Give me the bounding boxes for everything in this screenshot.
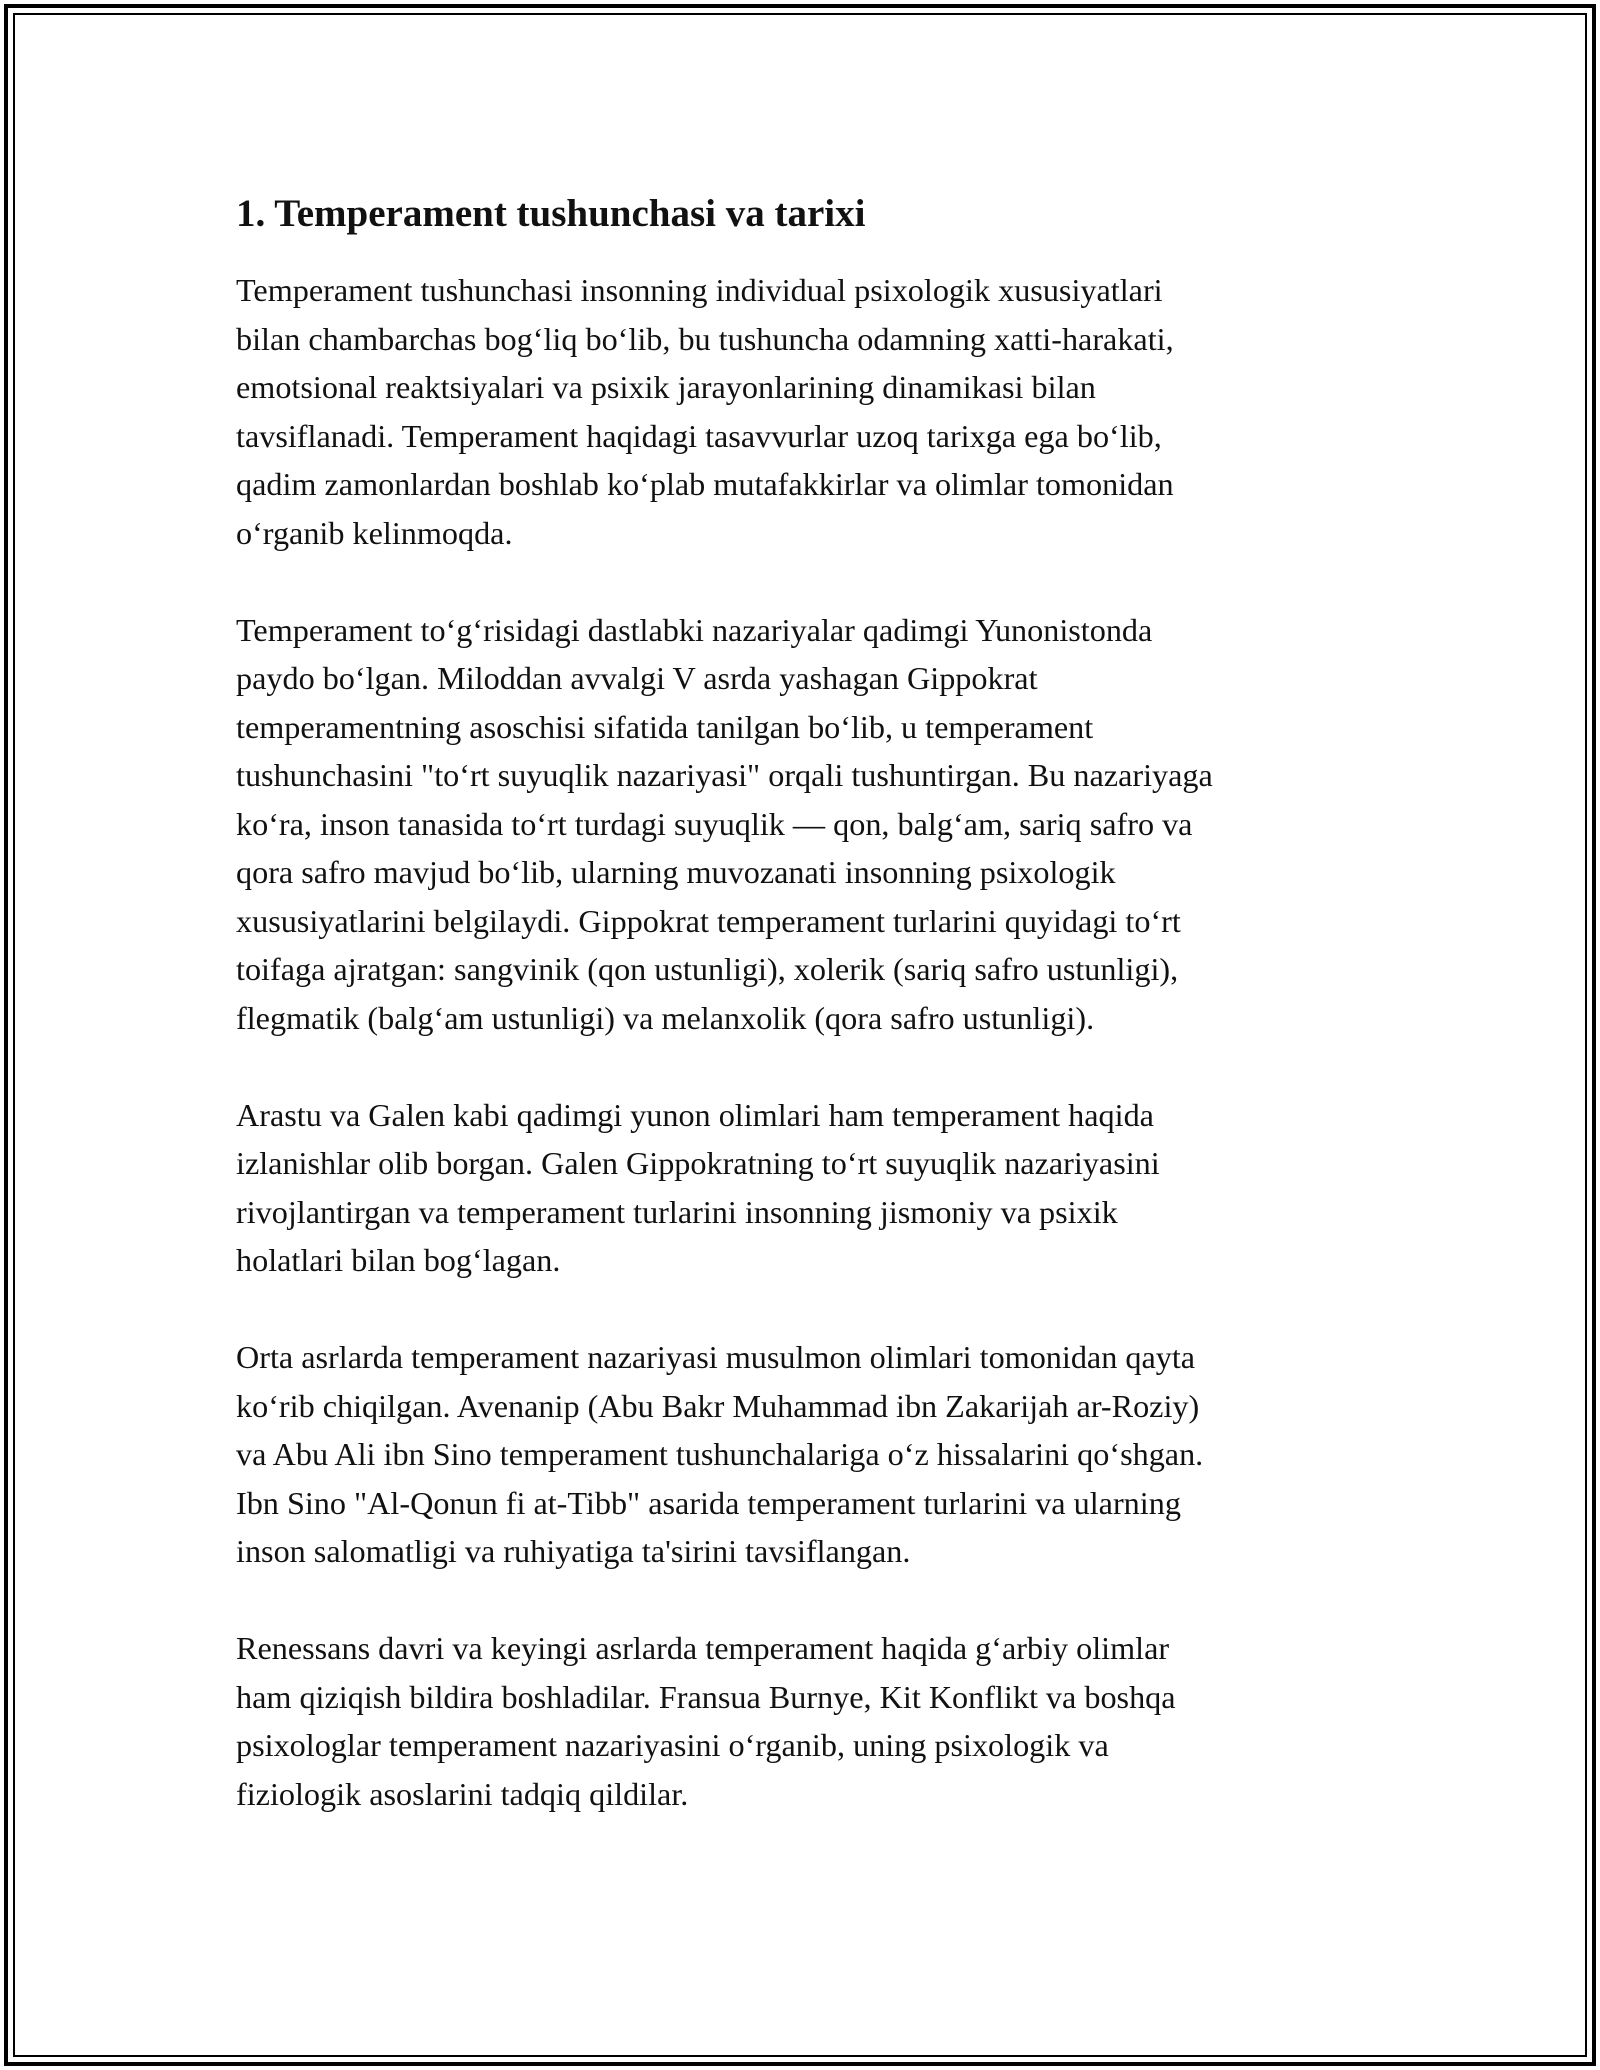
paragraph-2: Temperament to‘g‘risidagi dastlabki nazariyalar qadimgi Yunonistonda paydo bo‘lgan. Miloddan avvalgi V asrda yashagan Gippokrat temperamentning asoschisi sifatida tanilgan bo‘lib, u temperament tushunchasini "to‘rt suyuqlik nazariyasi" orqali tushuntirgan. Bu nazariyaga ko‘ra, inson tanasida to‘rt turdagi suyuqlik — qon, balg‘am, sariq safro va qora safro mavjud bo‘lib, ularning muvozanati insonning psixologik xususiyatlarini belgilaydi. Gippokrat temperament turlarini quyidagi to‘rt toifaga ajratgan: sangvinik (qon ustunligi), xolerik (sariq safro ustunligi), flegmatik (balg‘am ustunligi) va melanxolik (qora safro ustunligi). <box>236 611 1213 1036</box>
paragraph-3: Arastu va Galen kabi qadimgi yunon olimlari ham temperament haqida izlanishlar olib borgan. Galen Gippokratning to‘rt suyuqlik nazariyasini rivojlantirgan va temperament turlarini insonning jismoniy va psixik holatlari bilan bog‘lagan. <box>236 1096 1160 1278</box>
section-heading: 1. Temperament tushunchasi va tarixi <box>236 192 866 235</box>
paragraph-1: Temperament tushunchasi insonning individual psixologik xususiyatlari bilan chambarchas bog‘liq bo‘lib, bu tushuncha odamning xatti-harakati, emotsional reaktsiyalari va psixik jarayonlarining dinamikasi bilan tavsiflanadi. Temperament haqidagi tasavvurlar uzoq tarixga ega bo‘lib, qadim zamonlardan boshlab ko‘plab mutafakkirlar va olimlar tomonidan o‘rganib kelinmoqda. <box>236 272 1174 551</box>
paragraph-5: Renessans davri va keyingi asrlarda temperament haqida g‘arbiy olimlar ham qiziqish bildira boshladilar. Fransua Burnye, Kit Konflikt va boshqa psixologlar temperament nazariyasini o‘rganib, uning psixologik va fiziologik asoslarini tadqiq qildilar. <box>236 1630 1176 1812</box>
document-body <box>236 188 1366 1867</box>
paragraph-4: Orta asrlarda temperament nazariyasi musulmon olimlari tomonidan qayta ko‘rib chiqilgan. Avenanip (Abu Bakr Muhammad ibn Zakarijah ar-Roziy) va Abu Ali ibn Sino temperament tushunchalariga o‘z hissalarini qo‘shgan. Ibn Sino "Al-Qonun fi at-Tibb" asarida temperament turlarini va ularning inson salomatligi va ruhiyatiga ta'sirini tavsiflangan. <box>236 1339 1204 1569</box>
